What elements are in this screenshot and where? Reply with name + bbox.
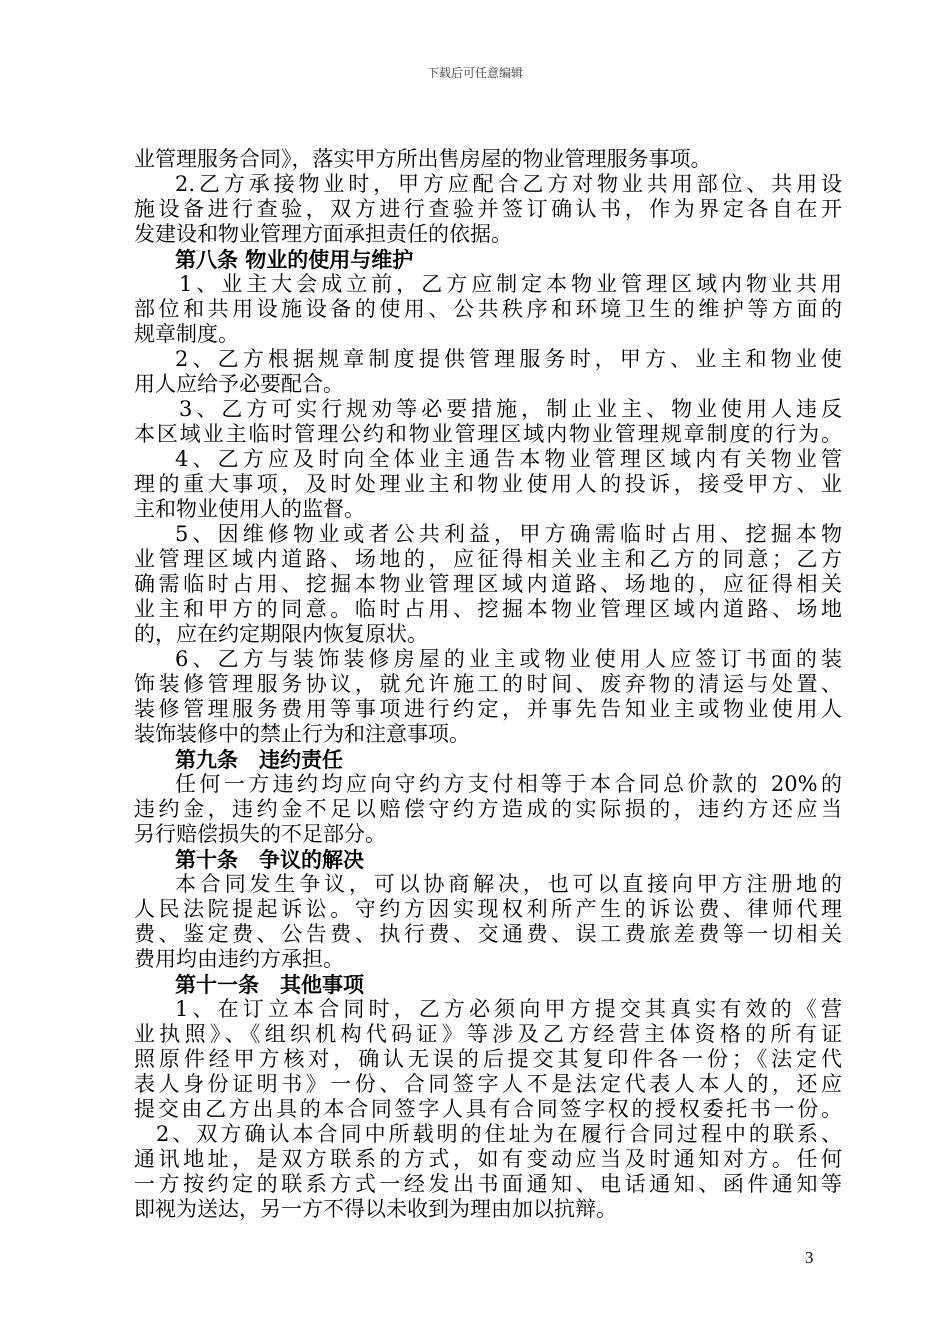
section-heading: 第八条 物业的使用与维护 <box>175 247 414 272</box>
text-line: 业执照》、《组织机构代码证》等涉及乙方经营主体资格的所有证 <box>134 1022 842 1046</box>
text-line: 1、在订立本合同时，乙方必须向甲方提交其真实有效的《营 <box>175 997 842 1021</box>
text-line: 规章制度。 <box>134 322 239 346</box>
page-header: 下载后可任意编辑 <box>426 66 523 80</box>
text-line: 主和物业使用人的监督。 <box>134 497 365 521</box>
text-line: 本合同发生争议，可以协商解决，也可以直接向甲方注册地的 <box>175 872 842 896</box>
text-line: 的，应在约定期限内恢复原状。 <box>134 622 428 646</box>
text-line: 费用均由违约方承担。 <box>134 947 344 971</box>
text-line: 即视为送达，另一方不得以未收到为理由加以抗辩。 <box>134 1197 617 1221</box>
text-line: 业主和甲方的同意。临时占用、挖掘本物业管理区域内道路、场地 <box>134 597 842 621</box>
text-line: 另行赔偿损失的不足部分。 <box>134 822 386 846</box>
section-heading: 第十一条 其他事项 <box>175 972 364 997</box>
section-heading: 第十条 争议的解决 <box>175 847 364 872</box>
text-line: 人民法院提起诉讼。守约方因实现权利所产生的诉讼费、律师代理 <box>134 897 842 921</box>
text-line: 部位和共用设施设备的使用、公共秩序和环境卫生的维护等方面的 <box>134 297 842 321</box>
text-line: 装修管理服务费用等事项进行约定，并事先告知业主或物业使用人 <box>134 697 842 721</box>
text-line: 任何一方违约均应向守约方支付相等于本合同总价款的 20%的 <box>175 772 842 796</box>
text-line: 一方按约定的联系方式一经发出书面通知、电话通知、函件通知等 <box>134 1172 842 1196</box>
text-line: 1、业主大会成立前，乙方应制定本物业管理区域内物业共用 <box>179 272 842 296</box>
page-number: 3 <box>805 1248 814 1267</box>
text-line: 2、双方确认本合同中所载明的住址为在履行合同过程中的联系、 <box>156 1122 842 1146</box>
text-line: 业管理服务合同》，落实甲方所出售房屋的物业管理服务事项。 <box>134 147 712 171</box>
text-line: 费、鉴定费、公告费、执行费、交通费、误工费旅差费等一切相关 <box>134 922 842 946</box>
text-line: 6、乙方与装饰装修房屋的业主或物业使用人应签订书面的装 <box>175 647 842 671</box>
text-line: 通讯地址，是双方联系的方式，如有变动应当及时通知对方。任何 <box>134 1147 842 1171</box>
text-line: 施设备进行查验，双方进行查验并签订确认书，作为界定各自在开 <box>134 197 842 221</box>
text-line: 5、因维修物业或者公共利益，甲方确需临时占用、挖掘本物 <box>175 522 842 546</box>
text-line: 照原件经甲方核对，确认无误的后提交其复印件各一份；《法定代 <box>134 1047 842 1071</box>
text-line: 4、乙方应及时向全体业主通告本物业管理区域内有关物业管 <box>175 447 842 471</box>
text-line: 发建设和物业管理方面承担责任的依据。 <box>134 222 512 246</box>
text-line: 业管理区域内道路、场地的，应征得相关业主和乙方的同意；乙方 <box>134 547 842 571</box>
text-line: 表人身份证明书》一份、合同签字人不是法定代表人本人的，还应 <box>134 1072 842 1096</box>
document-body <box>134 147 842 1222</box>
section-heading: 第九条 违约责任 <box>175 747 343 772</box>
text-line: 饰装修管理服务协议，就允许施工的时间、废弃物的清运与处置、 <box>134 672 842 696</box>
text-line: 违约金，违约金不足以赔偿守约方造成的实际损的，违约方还应当 <box>134 797 842 821</box>
text-line: 装饰装修中的禁止行为和注意事项。 <box>134 722 470 746</box>
text-line: 本区域业主临时管理公约和物业管理区域内物业管理规章制度的行为。 <box>134 422 842 446</box>
text-line: 2.乙方承接物业时，甲方应配合乙方对物业共用部位、共用设 <box>175 172 842 196</box>
text-line: 确需临时占用、挖掘本物业管理区域内道路、场地的，应征得相关 <box>134 572 842 596</box>
text-line: 提交由乙方出具的本合同签字人具有合同签字权的授权委托书一份。 <box>134 1097 842 1121</box>
text-line: 2、乙方根据规章制度提供管理服务时，甲方、业主和物业使 <box>175 347 842 371</box>
text-line: 理的重大事项，及时处理业主和物业使用人的投诉，接受甲方、业 <box>134 472 842 496</box>
text-line: 3、乙方可实行规劝等必要措施，制止业主、物业使用人违反 <box>179 397 842 421</box>
text-line: 用人应给予必要配合。 <box>134 372 344 396</box>
